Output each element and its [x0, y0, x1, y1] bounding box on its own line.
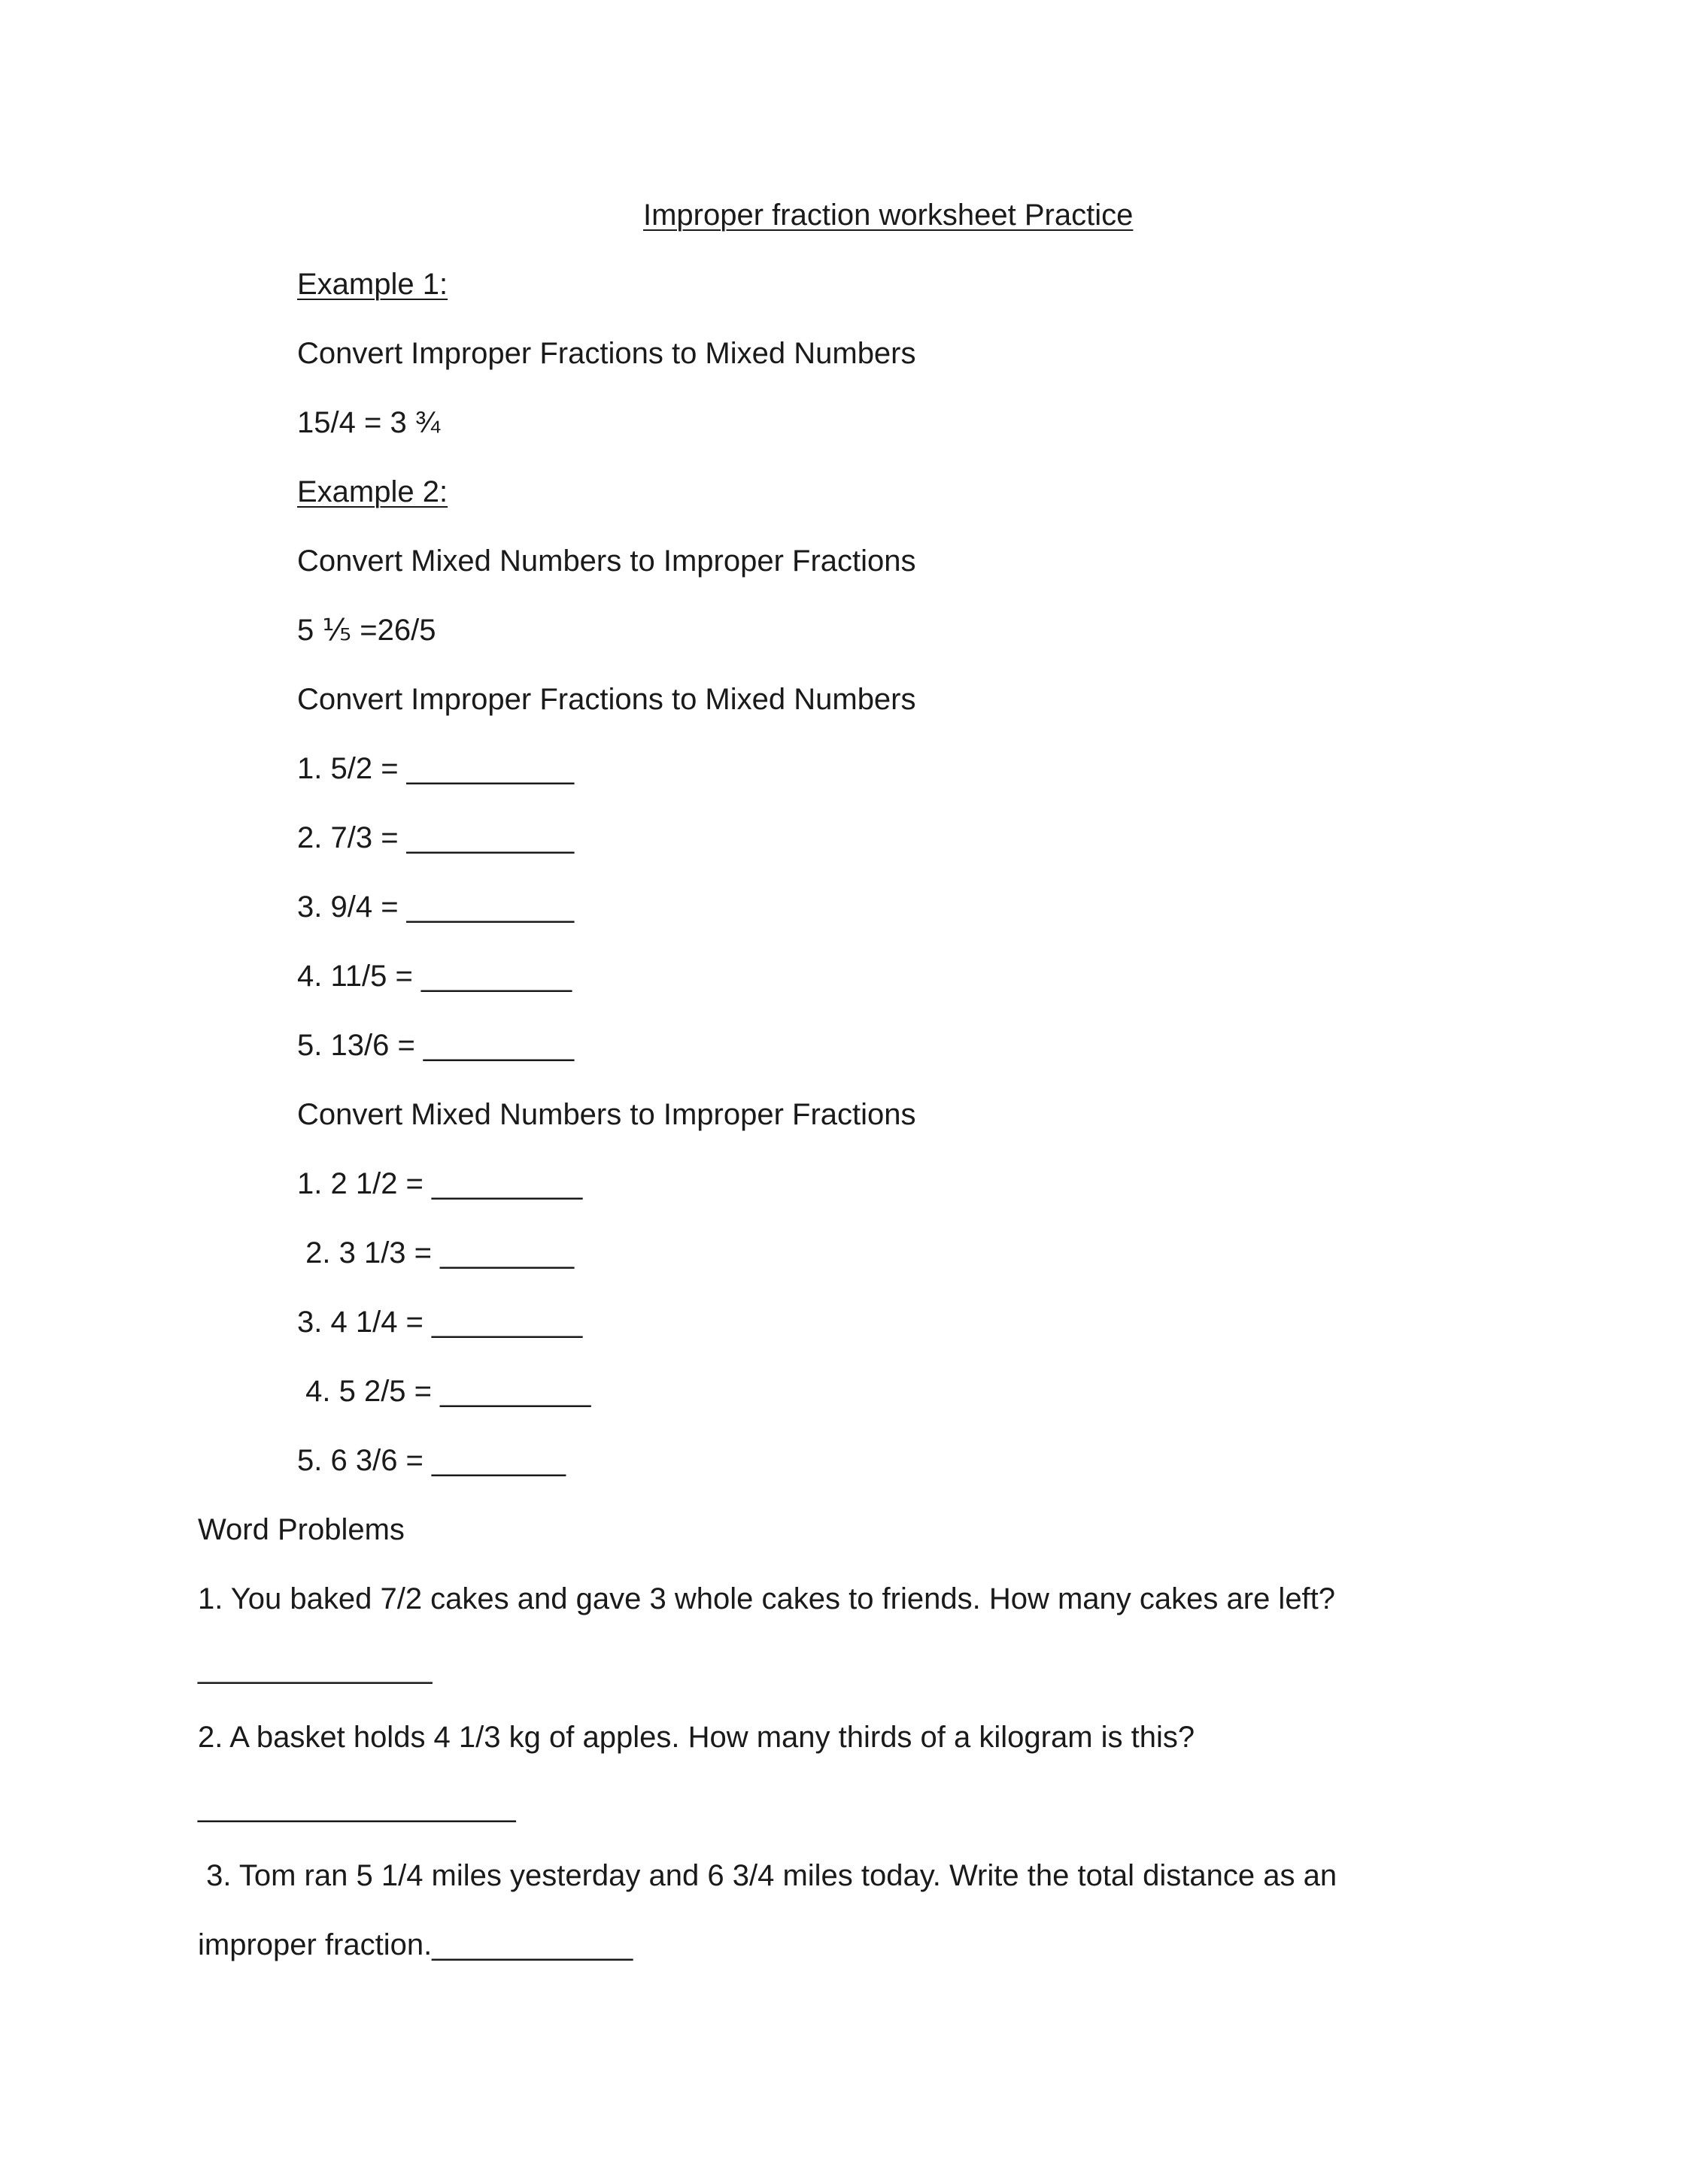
- section-1-item: 3. 9/4 = __________: [297, 890, 575, 924]
- section-2-item: 1. 2 1/2 = _________: [297, 1167, 583, 1200]
- example-1-equation: 15/4 = 3 ¾: [297, 406, 441, 439]
- section-1-item: 1. 5/2 = __________: [297, 752, 575, 785]
- word-problem-1-answer-blank: ______________: [198, 1652, 433, 1685]
- word-problem-2: 2. A basket holds 4 1/3 kg of apples. How many thirds of a kilogram is this?: [198, 1721, 1195, 1754]
- word-problem-3: 3. Tom ran 5 1/4 miles yesterday and 6 3/4 miles today. Write the total distance as an: [198, 1859, 1337, 1892]
- section-1-heading: Convert Improper Fractions to Mixed Numbers: [297, 683, 916, 716]
- section-1-item: 5. 13/6 = _________: [297, 1029, 575, 1062]
- example-2-instruction: Convert Mixed Numbers to Improper Fractions: [297, 544, 916, 578]
- word-problem-2-answer-blank: ___________________: [198, 1790, 516, 1823]
- word-problems-heading: Word Problems: [198, 1513, 405, 1546]
- example-1-heading: Example 1:: [297, 268, 448, 301]
- section-1-item: 4. 11/5 = _________: [297, 960, 572, 993]
- section-2-heading: Convert Mixed Numbers to Improper Fractions: [297, 1098, 916, 1131]
- section-2-item: 2. 3 1/3 = ________: [297, 1236, 575, 1269]
- section-2-item: 3. 4 1/4 = _________: [297, 1306, 583, 1339]
- word-problem-1: 1. You baked 7/2 cakes and gave 3 whole cakes to friends. How many cakes are left?: [198, 1582, 1336, 1615]
- section-2-item: 5. 6 3/6 = ________: [297, 1444, 566, 1477]
- example-2-heading: Example 2:: [297, 475, 448, 508]
- example-1-instruction: Convert Improper Fractions to Mixed Numbers: [297, 337, 916, 370]
- word-problem-3-continued: improper fraction.____________: [198, 1928, 633, 1961]
- section-2-item: 4. 5 2/5 = _________: [297, 1375, 591, 1408]
- section-1-item: 2. 7/3 = __________: [297, 821, 575, 854]
- example-2-equation: 5 ⅕ =26/5: [297, 614, 436, 647]
- page-title: Improper fraction worksheet Practice: [643, 199, 1134, 232]
